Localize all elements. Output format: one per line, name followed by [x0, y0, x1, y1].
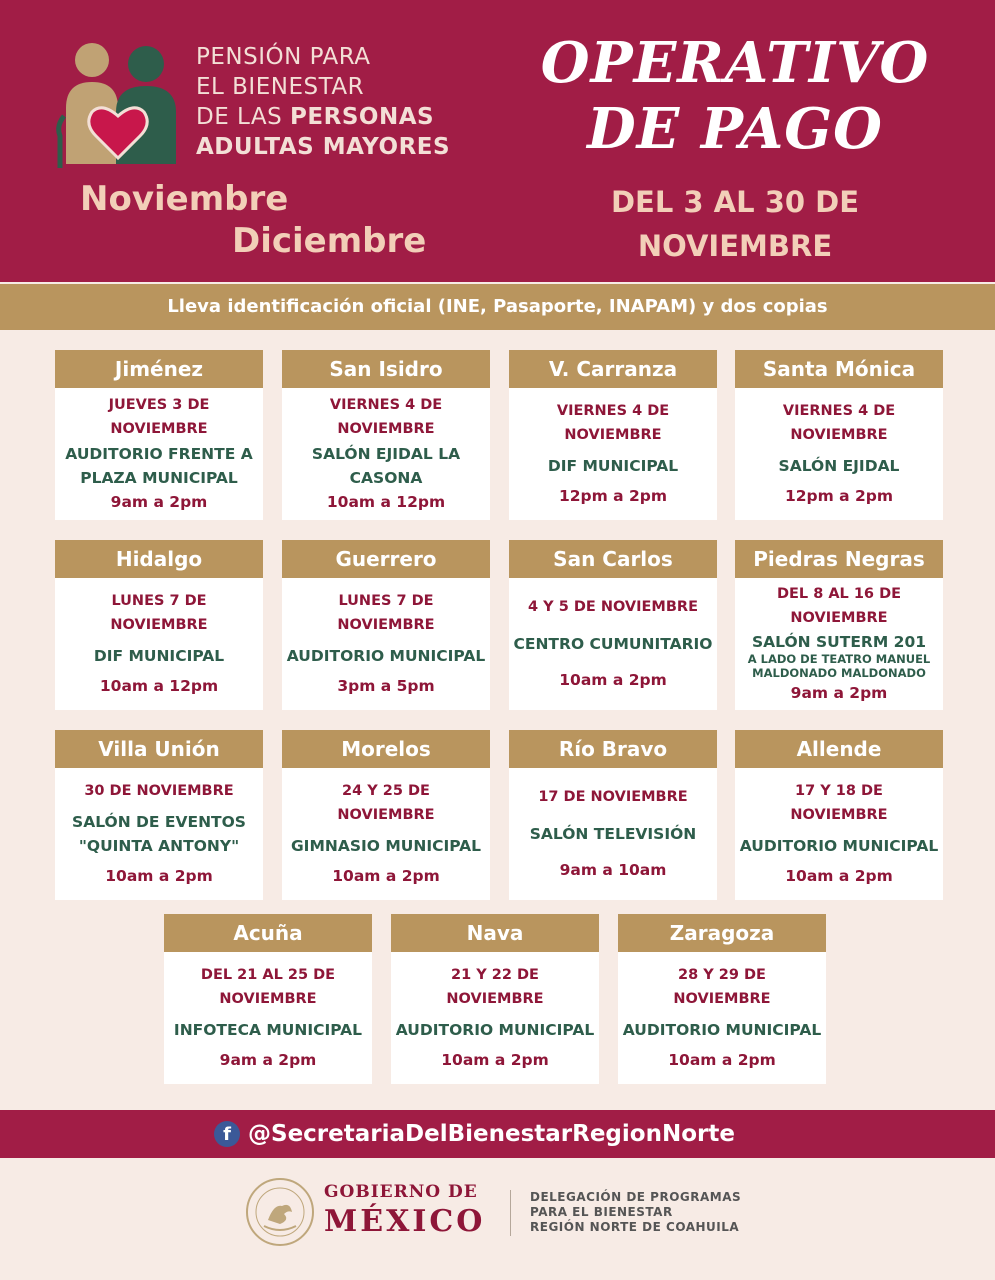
- facebook-icon[interactable]: f: [214, 1121, 240, 1147]
- date-range-line1: DEL 3 AL 30 DE: [610, 185, 860, 219]
- location-hours: 10am a 2pm: [668, 1051, 776, 1069]
- location-hours: 10am a 12pm: [326, 493, 446, 511]
- program-name-line4: ADULTAS MAYORES: [196, 134, 451, 160]
- location-name: Hidalgo: [55, 540, 263, 578]
- title-line2: DE PAGO: [587, 96, 883, 162]
- location-place: AUDITORIO MUNICIPAL: [395, 1021, 595, 1039]
- location-name: Guerrero: [282, 540, 490, 578]
- location-card-acuna: [164, 914, 372, 1084]
- location-place: AUDITORIO MUNICIPAL: [286, 647, 486, 665]
- location-date: 24 Y 25 DE NOVIEMBRE: [337, 783, 435, 823]
- location-hours: 9am a 2pm: [219, 1051, 317, 1069]
- location-card-rio-bravo: [509, 730, 717, 900]
- social-handle-link[interactable]: @SecretariaDelBienestarRegionNorte: [248, 1121, 735, 1147]
- location-card-santa-monica: [735, 350, 943, 520]
- location-place: SALÓN DE EVENTOS "QUINTA ANTONY": [72, 813, 246, 855]
- months: [80, 178, 426, 262]
- location-name: Jiménez: [55, 350, 263, 388]
- location-hours: 9am a 2pm: [110, 493, 208, 511]
- location-date: 21 Y 22 DE NOVIEMBRE: [446, 967, 544, 1007]
- location-place: INFOTECA MUNICIPAL: [173, 1021, 363, 1039]
- location-card-v-carranza: [509, 350, 717, 520]
- program-name-line1: PENSIÓN PARA: [196, 44, 371, 70]
- location-hours: 9am a 10am: [559, 861, 667, 879]
- location-date: 30 DE NOVIEMBRE: [84, 783, 234, 799]
- location-hours: 10am a 2pm: [441, 1051, 549, 1069]
- location-name: Morelos: [282, 730, 490, 768]
- location-place: AUDITORIO MUNICIPAL: [739, 837, 939, 855]
- location-place: DIF MUNICIPAL: [547, 457, 679, 475]
- month-2: Diciembre: [232, 221, 427, 261]
- id-notice-bar: Lleva identificación oficial (INE, Pasaporte, INAPAM) y dos copias: [0, 284, 995, 330]
- location-hours: 10am a 2pm: [559, 671, 667, 689]
- location-date: DEL 8 AL 16 DE NOVIEMBRE: [776, 586, 902, 626]
- location-place: DIF MUNICIPAL: [93, 647, 225, 665]
- location-card-nava: [391, 914, 599, 1084]
- location-hours: 12pm a 2pm: [558, 487, 668, 505]
- program-name-line2: EL BIENESTAR: [196, 74, 365, 100]
- location-date: 17 DE NOVIEMBRE: [538, 789, 688, 805]
- deleg-line3: REGIÓN NORTE DE COAHUILA: [530, 1220, 740, 1234]
- program-name-line3-prefix: DE LAS: [196, 104, 291, 130]
- location-date: LUNES 7 DE NOVIEMBRE: [110, 593, 208, 633]
- mexico-seal-icon: [244, 1176, 316, 1248]
- location-card-zaragoza: [618, 914, 826, 1084]
- location-date: 28 Y 29 DE NOVIEMBRE: [673, 967, 771, 1007]
- location-place: SALÓN EJIDAL LA CASONA: [311, 445, 461, 487]
- location-date: LUNES 7 DE NOVIEMBRE: [337, 593, 435, 633]
- location-hours: 9am a 2pm: [790, 684, 888, 702]
- location-card-jimenez: [55, 350, 263, 520]
- location-date: 4 Y 5 DE NOVIEMBRE: [528, 599, 698, 615]
- location-card-hidalgo: [55, 540, 263, 710]
- location-place: SALÓN TELEVISIÓN: [529, 825, 697, 843]
- location-name: Santa Mónica: [735, 350, 943, 388]
- location-hours: 3pm a 5pm: [337, 677, 435, 695]
- location-date: VIERNES 4 DE NOVIEMBRE: [782, 403, 896, 443]
- location-hours: 10am a 12pm: [99, 677, 219, 695]
- location-name: Nava: [391, 914, 599, 952]
- location-name: Zaragoza: [618, 914, 826, 952]
- delegation-text: [530, 1190, 741, 1235]
- gobierno-de-mexico-logo: [324, 1184, 485, 1237]
- location-date: VIERNES 4 DE NOVIEMBRE: [329, 397, 443, 437]
- month-1: Noviembre: [80, 179, 289, 219]
- location-date: JUEVES 3 DE NOVIEMBRE: [108, 397, 210, 437]
- deleg-line2: PARA EL BIENESTAR: [530, 1205, 673, 1219]
- location-name: Villa Unión: [55, 730, 263, 768]
- location-hours: 10am a 2pm: [332, 867, 440, 885]
- location-name: Acuña: [164, 914, 372, 952]
- location-name: San Isidro: [282, 350, 490, 388]
- location-date: VIERNES 4 DE NOVIEMBRE: [556, 403, 670, 443]
- location-name: Allende: [735, 730, 943, 768]
- location-hours: 12pm a 2pm: [784, 487, 894, 505]
- page-title: [520, 30, 950, 162]
- deleg-line1: DELEGACIÓN DE PROGRAMAS: [530, 1190, 742, 1204]
- location-hours: 10am a 2pm: [785, 867, 893, 885]
- date-range-line2: NOVIEMBRE: [637, 229, 833, 263]
- program-name-line3-bold: PERSONAS: [290, 104, 435, 130]
- location-place: GIMNASIO MUNICIPAL: [290, 837, 482, 855]
- location-name: Río Bravo: [509, 730, 717, 768]
- program-name: [196, 42, 450, 162]
- elderly-couple-heart-icon: [48, 36, 188, 176]
- location-card-villa-union: [55, 730, 263, 900]
- gob-line1: GOBIERNO DE: [324, 1182, 478, 1202]
- location-date: DEL 21 AL 25 DE NOVIEMBRE: [200, 967, 336, 1007]
- footer-divider: [510, 1190, 511, 1236]
- location-place-detail: A LADO DE TEATRO MANUEL MALDONADO MALDONADO: [747, 652, 931, 680]
- location-place: AUDITORIO FRENTE A PLAZA MUNICIPAL: [65, 445, 253, 487]
- location-card-piedras-negras: [735, 540, 943, 710]
- date-range: [540, 180, 930, 268]
- location-card-san-isidro: [282, 350, 490, 520]
- location-place: SALÓN EJIDAL: [778, 457, 900, 475]
- location-card-morelos: [282, 730, 490, 900]
- location-card-allende: [735, 730, 943, 900]
- location-place-name: SALÓN SUTERM 201: [751, 633, 927, 651]
- location-hours: 10am a 2pm: [105, 867, 213, 885]
- location-card-san-carlos: [509, 540, 717, 710]
- location-place: [739, 632, 939, 680]
- location-name: San Carlos: [509, 540, 717, 578]
- title-line1: OPERATIVO: [540, 30, 930, 96]
- location-place: AUDITORIO MUNICIPAL: [622, 1021, 822, 1039]
- gob-line2: MÉXICO: [324, 1204, 486, 1239]
- location-name: Piedras Negras: [735, 540, 943, 578]
- location-card-guerrero: [282, 540, 490, 710]
- header-banner: [0, 0, 995, 282]
- location-date: 17 Y 18 DE NOVIEMBRE: [790, 783, 888, 823]
- location-name: V. Carranza: [509, 350, 717, 388]
- location-place: CENTRO CUMUNITARIO: [513, 635, 713, 653]
